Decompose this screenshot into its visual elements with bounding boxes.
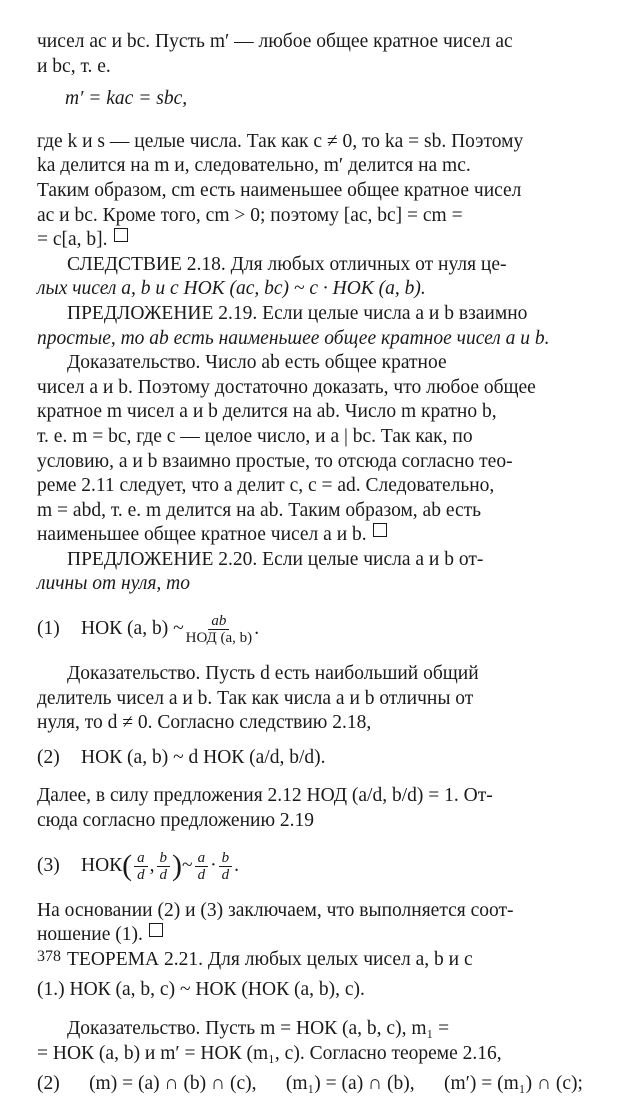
text-line <box>37 499 583 524</box>
text-line <box>37 179 583 204</box>
fraction-denominator: НОД (a, b) <box>185 630 253 647</box>
right-paren: ) <box>172 849 183 883</box>
equation-number: (1) <box>37 618 60 640</box>
line-text: ac и bc. Кроме того, cm > 0; поэтому [ac, bc] = cm = <box>37 204 463 226</box>
fraction <box>186 613 253 646</box>
equation-number: (2) <box>37 1073 60 1095</box>
line-text: сюда согласно предложению 2.19 <box>37 810 315 832</box>
text-line <box>37 204 583 229</box>
proof-heading <box>37 662 583 687</box>
line-text: нуля, то d ≠ 0. Согласно следствию 2.18, <box>37 712 372 734</box>
formula-line <box>37 87 583 112</box>
line-text: Доказательство. Пусть m = НОК (a, b, c), m₁ = <box>67 1018 450 1039</box>
text-line <box>37 923 583 948</box>
text-line <box>37 154 583 179</box>
fraction <box>219 850 233 883</box>
equation-label: НОК <box>81 854 123 876</box>
dot: · <box>210 854 217 876</box>
text-line <box>37 474 583 499</box>
text-line <box>37 809 583 834</box>
text-line <box>37 55 583 80</box>
line-text: реме 2.11 следует, что a делит c, c = ad. Следовательно, <box>37 475 495 497</box>
text-line <box>37 425 583 450</box>
line-text: делитель чисел a и b. Так как числа a и b отличны от <box>37 687 474 709</box>
line-text: m = abd, т. е. m делится на ab. Таким образом, ab есть <box>37 499 482 521</box>
line-text: кратное m чисел a и b делится на ab. Число m кратно b, <box>37 401 497 423</box>
fraction <box>134 850 148 883</box>
line-text: ПРЕДЛОЖЕНИЕ 2.19. Если целые числа a и b взаимно <box>67 302 528 324</box>
line-text: ПРЕДЛОЖЕНИЕ 2.20. Если целые числа a и b от- <box>67 548 484 570</box>
equation-1 <box>37 613 583 646</box>
fraction-numerator: b <box>157 850 171 867</box>
text-line <box>37 400 583 425</box>
line-text: Доказательство. Пусть d есть наибольший общий <box>67 663 479 685</box>
text-line <box>37 784 583 809</box>
equation-2 <box>37 746 583 771</box>
fraction <box>157 850 171 883</box>
fraction <box>195 850 209 883</box>
line-text: ТЕОРЕМА 2.21. Для любых целых чисел a, b и c <box>67 948 473 970</box>
page-number: 378 <box>37 948 61 965</box>
fraction-denominator: d <box>221 866 230 883</box>
fraction-numerator: ab <box>208 613 229 630</box>
text-line <box>37 687 583 712</box>
line-text: чисел ac и bc. Пусть m′ — любое общее кратное чисел ac <box>37 31 513 52</box>
line-text: т. е. m = bc, где c — целое число, и a | bc. Так как, по <box>37 425 473 447</box>
line-text: наименьшее общее кратное чисел a и b. <box>37 524 367 546</box>
fraction-denominator: d <box>197 866 206 883</box>
text-line <box>37 228 583 253</box>
fraction-numerator: a <box>134 850 148 867</box>
text-line <box>37 327 583 352</box>
text-line <box>37 899 583 924</box>
text-line <box>37 30 583 55</box>
text-line <box>37 711 583 736</box>
line-text: где k и s — целые числа. Так как c ≠ 0, то ka = sb. Поэтому <box>37 130 524 152</box>
formula-text: m′ = kac = sbc, <box>65 88 188 110</box>
text-line <box>37 450 583 475</box>
line-text: Далее, в силу предложения 2.12 НОД (a/d, b/d) = 1. От- <box>37 785 493 807</box>
line-text: = НОК (a, b) и m′ = НОК (m₁, c). Согласно теореме 2.16, <box>37 1042 502 1064</box>
tilde: ~ <box>182 854 193 876</box>
book-page <box>37 30 583 1097</box>
equation-left: НОК (a, b) ~ <box>81 618 184 640</box>
line-text: = c[a, b]. <box>37 229 108 251</box>
theorem-heading <box>37 948 583 973</box>
fraction-numerator: b <box>219 850 233 867</box>
corollary-heading <box>37 253 583 278</box>
comma: , <box>149 854 155 876</box>
line-text: простые, то ab есть наименьшее общее кратное чисел a и b. <box>37 327 550 349</box>
line-text: Доказательство. Число ab есть общее кратное <box>67 352 447 374</box>
line-text: Таким образом, cm есть наименьшее общее кратное чисел <box>37 179 522 201</box>
line-text: условию, a и b взаимно простые, то отсюда согласно тео- <box>37 450 513 472</box>
line-text: личны от нуля, то <box>37 573 190 595</box>
line-text: лых чисел a, b и c НОК (ac, bc) ~ c · НОК (a, b). <box>37 278 426 300</box>
proposition-heading <box>37 548 583 573</box>
line-text: чисел a и b. Поэтому достаточно доказать, что любое общее <box>37 376 536 398</box>
qed-square-icon <box>149 923 163 937</box>
text-line <box>37 1042 583 1067</box>
proof-heading <box>37 1017 583 1042</box>
equation-part: (m) = (a) ∩ (b) ∩ (c), <box>89 1073 257 1095</box>
text-line <box>37 376 583 401</box>
equation-number: (3) <box>37 854 60 876</box>
qed-square-icon <box>114 228 128 242</box>
left-paren: ( <box>122 849 133 883</box>
equation-part: (m′) = (m₁) ∩ (c); <box>443 1073 583 1095</box>
line-text: ka делится на m и, следовательно, m′ делится на mc. <box>37 155 471 177</box>
text-line <box>37 277 583 302</box>
proposition-heading <box>37 302 583 327</box>
equation-5 <box>37 1072 583 1097</box>
equation-3 <box>37 850 583 883</box>
fraction-denominator: d <box>159 866 168 883</box>
text-line <box>37 130 583 155</box>
fraction-numerator: a <box>195 850 209 867</box>
line-text: На основании (2) и (3) заключаем, что выполняется соот- <box>37 899 514 921</box>
qed-square-icon <box>373 523 387 537</box>
text-line <box>37 572 583 597</box>
period: . <box>234 854 239 876</box>
line-text: и bc, т. е. <box>37 55 111 77</box>
text-line <box>37 523 583 548</box>
equation-text: (1.) НОК (a, b, c) ~ НОК (НОК (a, b), c). <box>37 979 365 1001</box>
equation-number: (2) <box>37 746 60 768</box>
line-text: ношение (1). <box>37 924 143 946</box>
line-text: СЛЕДСТВИЕ 2.18. Для любых отличных от нуля це- <box>67 253 507 275</box>
equation-text: НОК (a, b) ~ d НОК (a/d, b/d). <box>81 746 326 768</box>
fraction-denominator: d <box>137 866 145 883</box>
equation-period: . <box>254 618 260 640</box>
equation-4 <box>37 978 583 1003</box>
proof-heading <box>37 351 583 376</box>
equation-part: (m₁) = (a) ∩ (b), <box>285 1073 415 1095</box>
